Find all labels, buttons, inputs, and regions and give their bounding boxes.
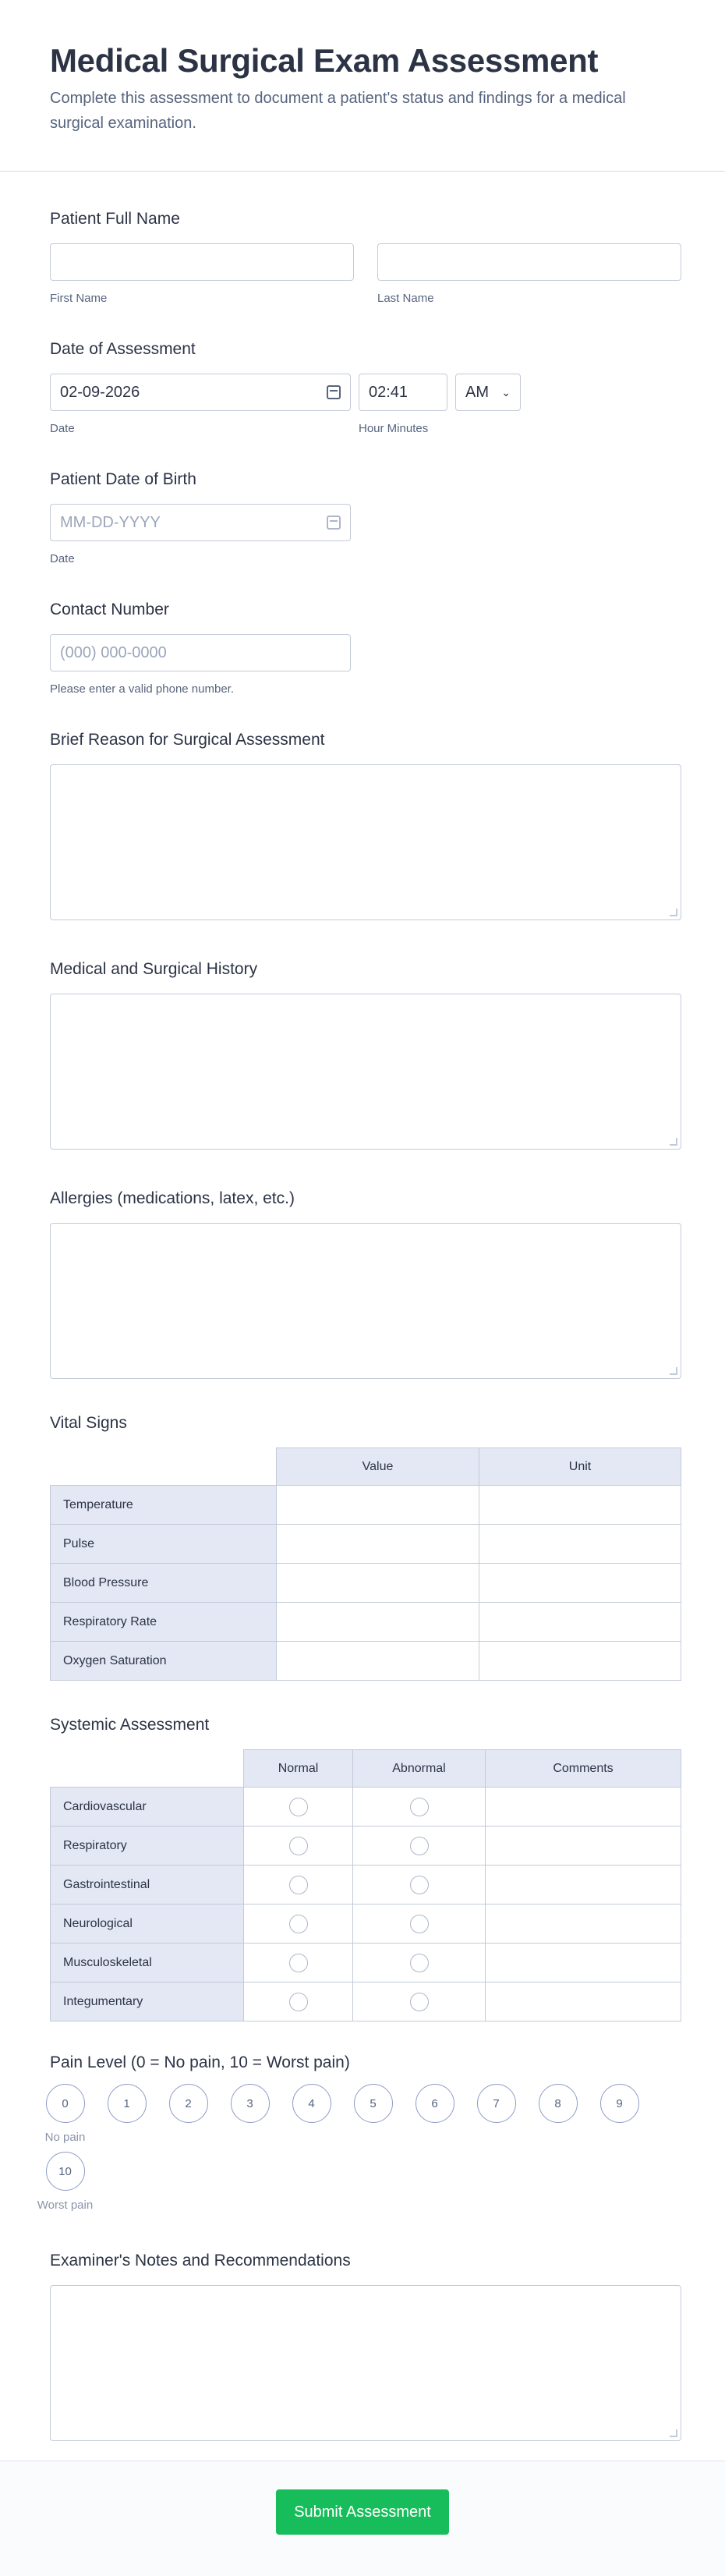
abnormal-radio[interactable]: [410, 1837, 429, 1855]
pain-option-10[interactable]: 10: [46, 2152, 85, 2191]
notes-field: [50, 2251, 675, 2441]
vitals-unit-input[interactable]: [479, 1525, 681, 1564]
pain-option-5[interactable]: 5: [354, 2084, 393, 2123]
normal-radio[interactable]: [289, 1954, 308, 1972]
first-name-input[interactable]: [50, 243, 354, 281]
vitals-value-input[interactable]: [277, 1642, 479, 1681]
vitals-table: [50, 1447, 681, 1681]
form-footer: [0, 2461, 725, 2576]
vitals-col-header: Value: [277, 1448, 479, 1486]
dob-label: Patient Date of Birth: [50, 470, 196, 488]
pain-option: [281, 2084, 342, 2144]
vitals-unit-input[interactable]: [479, 1486, 681, 1525]
phone-sublabel: Please enter a valid phone number.: [50, 682, 234, 696]
form-description: Complete this assessment to document a patient's status and findings for a medical surgical examination.: [50, 90, 626, 132]
pain-option: [527, 2084, 589, 2144]
table-row: [51, 1827, 681, 1866]
vitals-col-header: Unit: [479, 1448, 681, 1486]
pain-option-2[interactable]: 2: [169, 2084, 208, 2123]
pain-option: [157, 2084, 219, 2144]
time-sublabel: Hour Minutes: [359, 422, 429, 435]
pain-option-6[interactable]: 6: [416, 2084, 454, 2123]
last-name-sublabel: Last Name: [377, 292, 434, 305]
vitals-value-input[interactable]: [277, 1564, 479, 1603]
systemic-field: [50, 1715, 675, 2021]
ampm-select[interactable]: [455, 374, 521, 411]
pain-option: [404, 2084, 465, 2144]
calendar-icon[interactable]: [327, 516, 341, 530]
systemic-row-label: Neurological: [51, 1905, 244, 1944]
reason-textarea[interactable]: [50, 764, 681, 920]
systemic-row-label: Integumentary: [51, 1982, 244, 2021]
dob-placeholder: MM-DD-YYYY: [60, 513, 161, 531]
abnormal-radio[interactable]: [410, 1798, 429, 1816]
pain-max-caption: Worst pain: [37, 2199, 94, 2212]
vitals-unit-input[interactable]: [479, 1642, 681, 1681]
form-header: [0, 0, 725, 172]
systemic-row-label: Musculoskeletal: [51, 1944, 244, 1982]
pain-option: [34, 2084, 96, 2144]
systemic-row-label: Gastrointestinal: [51, 1866, 244, 1905]
vitals-row-label: Pulse: [51, 1525, 277, 1564]
pain-option-9[interactable]: 9: [600, 2084, 639, 2123]
pain-option: [34, 2152, 96, 2212]
pain-field: [37, 2053, 675, 2220]
pain-scale: [34, 2084, 666, 2220]
allergies-textarea[interactable]: [50, 1223, 681, 1379]
table-row: [51, 1564, 681, 1603]
dob-field: [50, 469, 675, 565]
vitals-value-input[interactable]: [277, 1525, 479, 1564]
pain-min-caption: No pain: [44, 2131, 86, 2144]
vitals-row-label: Temperature: [51, 1486, 277, 1525]
allergies-field: [50, 1189, 675, 1379]
dob-sublabel: Date: [50, 552, 75, 565]
pain-option: [465, 2084, 527, 2144]
pain-option: [589, 2084, 650, 2144]
vitals-unit-input[interactable]: [479, 1603, 681, 1642]
table-row: [51, 1944, 681, 1982]
assessment-date-value: 02-09-2026: [60, 383, 140, 401]
normal-radio[interactable]: [289, 1915, 308, 1933]
form-body: [0, 172, 725, 2461]
comments-input[interactable]: [486, 1944, 681, 1982]
comments-input[interactable]: [486, 1788, 681, 1827]
submit-button[interactable]: Submit Assessment: [276, 2489, 449, 2535]
contact-field: [50, 600, 675, 696]
table-row: [51, 1603, 681, 1642]
systemic-row-label: Respiratory: [51, 1827, 244, 1866]
abnormal-radio[interactable]: [410, 1993, 429, 2011]
date-sublabel: Date: [50, 422, 75, 435]
abnormal-radio[interactable]: [410, 1876, 429, 1894]
phone-input[interactable]: (000) 000-0000: [50, 634, 351, 671]
chevron-down-icon: ⌄: [501, 385, 511, 399]
patient-name-label: Patient Full Name: [50, 210, 180, 228]
abnormal-radio[interactable]: [410, 1954, 429, 1972]
systemic-row-label: Cardiovascular: [51, 1788, 244, 1827]
allergies-label: Allergies (medications, latex, etc.): [50, 1189, 295, 1207]
vitals-field: [50, 1413, 675, 1681]
comments-input[interactable]: [486, 1866, 681, 1905]
reason-field: [50, 730, 675, 920]
pain-option-0[interactable]: 0: [46, 2084, 85, 2123]
vitals-unit-input[interactable]: [479, 1564, 681, 1603]
assessment-date-field: [50, 339, 675, 435]
vitals-row-label: Oxygen Saturation: [51, 1642, 277, 1681]
normal-radio[interactable]: [289, 1798, 308, 1816]
table-row: [51, 1525, 681, 1564]
history-field: [50, 959, 675, 1150]
time-input[interactable]: 02:41: [359, 374, 447, 411]
pain-option: [219, 2084, 281, 2144]
table-row: [51, 1486, 681, 1525]
notes-label: Examiner's Notes and Recommendations: [50, 2252, 351, 2270]
pain-option: [342, 2084, 404, 2144]
history-textarea[interactable]: [50, 994, 681, 1150]
notes-textarea[interactable]: [50, 2285, 681, 2441]
normal-radio[interactable]: [289, 1876, 308, 1894]
pain-option-1[interactable]: 1: [108, 2084, 147, 2123]
normal-radio[interactable]: [289, 1837, 308, 1855]
pain-option-7[interactable]: 7: [477, 2084, 516, 2123]
assessment-date-label: Date of Assessment: [50, 340, 196, 358]
pain-option-3[interactable]: 3: [231, 2084, 270, 2123]
dob-input[interactable]: [50, 504, 351, 541]
comments-input[interactable]: [486, 1827, 681, 1866]
ampm-value: AM: [465, 383, 489, 401]
systemic-col-header: Comments: [486, 1750, 681, 1788]
first-name-sublabel: First Name: [50, 292, 108, 305]
systemic-table: [50, 1749, 681, 2021]
systemic-col-header: Abnormal: [353, 1750, 486, 1788]
calendar-icon[interactable]: [327, 385, 341, 399]
history-label: Medical and Surgical History: [50, 960, 258, 978]
comments-input[interactable]: [486, 1982, 681, 2021]
contact-label: Contact Number: [50, 601, 169, 618]
comments-input[interactable]: [486, 1905, 681, 1944]
abnormal-radio[interactable]: [410, 1915, 429, 1933]
systemic-label: Systemic Assessment: [50, 1716, 210, 1734]
vitals-value-input[interactable]: [277, 1603, 479, 1642]
pain-option: [96, 2084, 157, 2144]
patient-name-field: [50, 209, 675, 305]
table-row: [51, 1642, 681, 1681]
table-row: [51, 1905, 681, 1944]
pain-option-4[interactable]: 4: [292, 2084, 331, 2123]
normal-radio[interactable]: [289, 1993, 308, 2011]
pain-label: Pain Level (0 = No pain, 10 = Worst pain): [50, 2053, 350, 2071]
last-name-input[interactable]: [377, 243, 681, 281]
vitals-value-input[interactable]: [277, 1486, 479, 1525]
systemic-col-header: Normal: [244, 1750, 353, 1788]
table-row: [51, 1866, 681, 1905]
vitals-label: Vital Signs: [50, 1414, 127, 1432]
form-title: Medical Surgical Exam Assessment: [50, 42, 599, 79]
reason-label: Brief Reason for Surgical Assessment: [50, 731, 325, 749]
vitals-row-label: Blood Pressure: [51, 1564, 277, 1603]
assessment-date-input[interactable]: [50, 374, 351, 411]
table-row: [51, 1788, 681, 1827]
vitals-row-label: Respiratory Rate: [51, 1603, 277, 1642]
table-row: [51, 1982, 681, 2021]
pain-option-8[interactable]: 8: [539, 2084, 578, 2123]
